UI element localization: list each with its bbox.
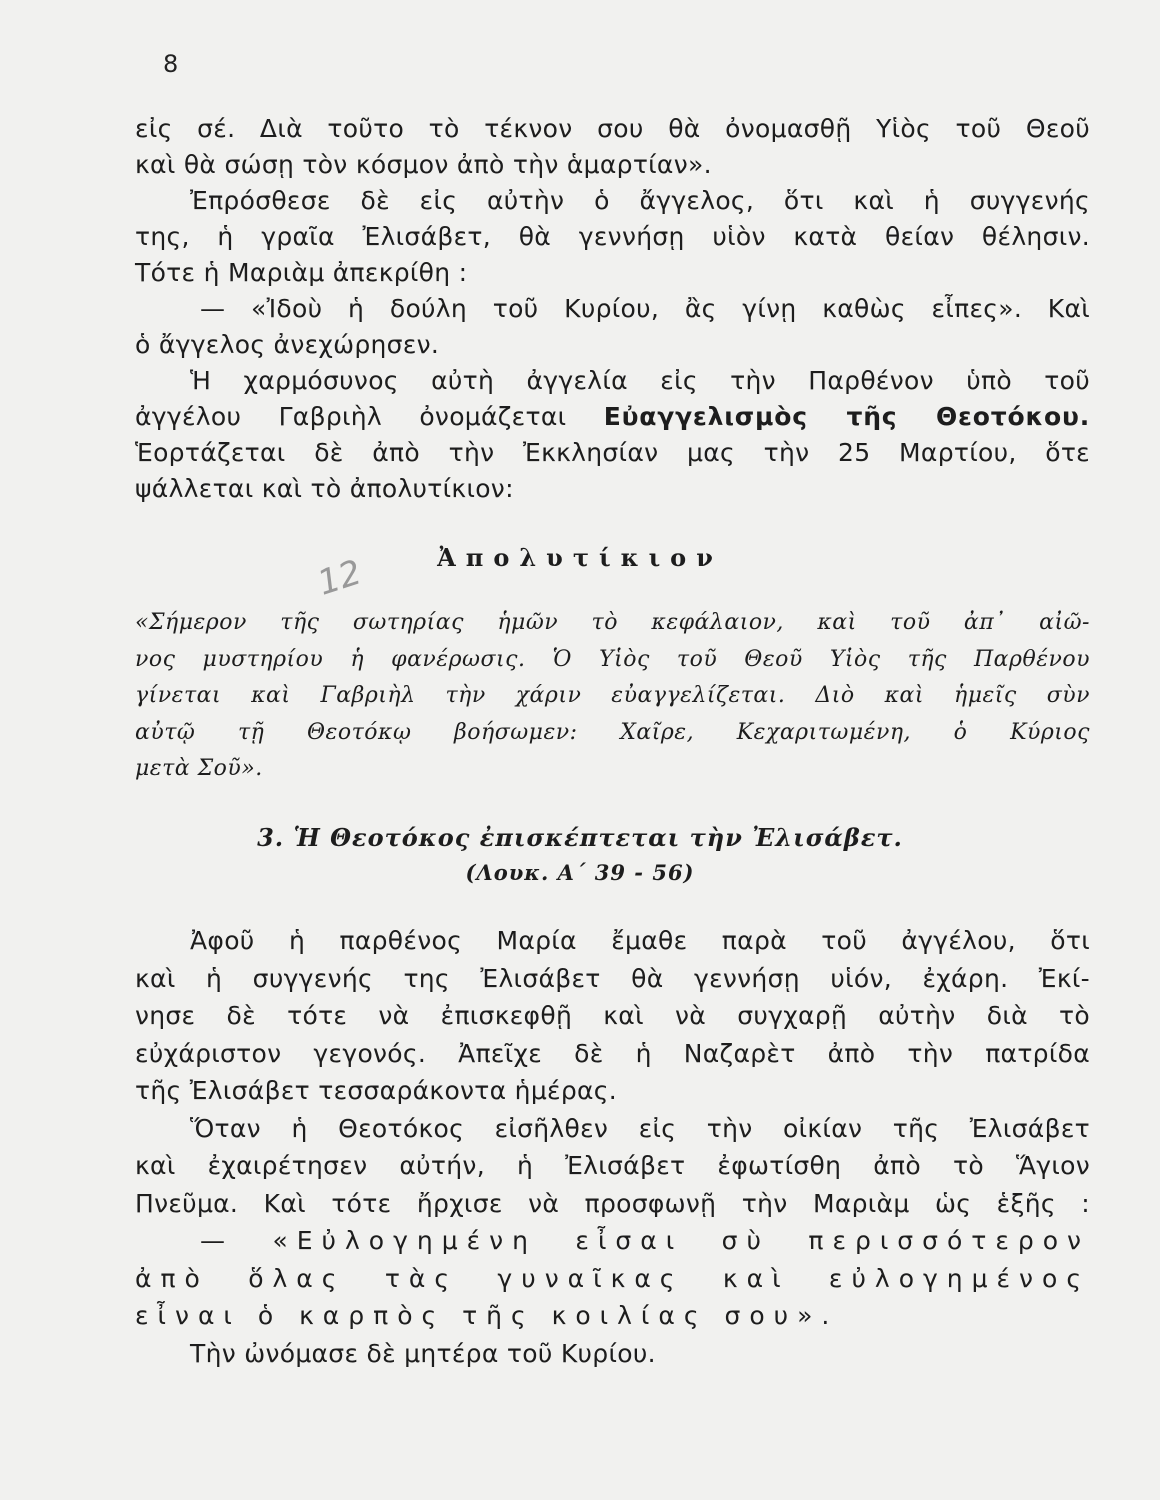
text-line: Ἡ χαρμόσυνος αὐτὴ ἀγγελία εἰς τὴν Παρθένον ὑπὸ τοῦ (190, 366, 1090, 395)
hymn-line: νος μυστηρίου ἡ φανέρωσις. Ὁ Υἱὸς τοῦ Θεοῦ Υἱὸς τῆς Παρθένου (135, 646, 1090, 672)
text-line: εἶναι ὁ καρπὸς τῆς κοιλίας σου». (135, 1301, 839, 1330)
text-line: εἰς σέ. Διὰ τοῦτο τὸ τέκνον σου θὰ ὀνομασθῇ Υἱὸς τοῦ Θεοῦ (135, 114, 1090, 143)
text-line (135, 399, 1090, 435)
text-segment: ἀγγέλου Γαβριὴλ ὀνομάζεται (135, 402, 567, 431)
page-number: 8 (163, 50, 179, 78)
section-reference: (Λουκ. Α΄ 39 - 56) (465, 860, 695, 885)
text-line: Ἀφοῦ ἡ παρθένος Μαρία ἔμαθε παρὰ τοῦ ἀγγέλου, ὅτι (190, 926, 1090, 955)
text-line: Πνεῦμα. Καὶ τότε ἤρχισε νὰ προσφωνῇ τὴν Μαριὰμ ὡς ἑξῆς : (135, 1188, 1090, 1218)
hymn-line: αὐτῷ τῇ Θεοτόκῳ βοήσωμεν: Χαῖρε, Κεχαριτωμένη, ὁ Κύριος (135, 719, 1090, 745)
text-line: ὁ ἄγγελος ἀνεχώρησεν. (135, 330, 440, 359)
text-line: Ἑορτάζεται δὲ ἀπὸ τὴν Ἐκκλησίαν μας τὴν 25 Μαρτίου, ὅτε (135, 438, 1090, 467)
hymn-title: Ἀπολυτίκιον (437, 543, 723, 572)
handwritten-annotation: 12 (312, 552, 367, 604)
text-line: Τὴν ὠνόμασε δὲ μητέρα τοῦ Κυρίου. (190, 1338, 656, 1368)
hymn-text (135, 605, 1090, 788)
text-line: Ἐπρόσθεσε δὲ εἰς αὐτὴν ὁ ἄγγελος, ὅτι καὶ ἡ συγγενής (190, 186, 1090, 215)
hymn-line: μετὰ Σοῦ». (135, 756, 263, 781)
text-line: Ὅταν ἡ Θεοτόκος εἰσῆλθεν εἰς τὴν οἰκίαν τῆς Ἐλισάβετ (190, 1113, 1090, 1143)
text-line: καὶ ἐχαιρέτησεν αὐτήν, ἡ Ἐλισάβετ ἐφωτίσθη ἀπὸ τὸ Ἅγιον (135, 1151, 1090, 1180)
text-line: καὶ ἡ συγγενής της Ἐλισάβετ θὰ γεννήσῃ υἱόν, ἐχάρη. Ἐκί- (135, 963, 1090, 993)
feast-name: Εὐαγγελισμὸς τῆς Θεοτόκου. (603, 402, 1090, 431)
paragraph-visitation (135, 922, 1090, 1372)
hymn-line: «Σήμερον τῆς σωτηρίας ἡμῶν τὸ κεφάλαιον, καὶ τοῦ ἀπ᾿ αἰῶ- (135, 610, 1090, 635)
section-title: 3. Ἡ Θεοτόκος ἐπισκέπτεται τὴν Ἐλισάβετ. (257, 823, 903, 852)
text-line: εὐχάριστον γεγονός. Ἀπεῖχε δὲ ἡ Ναζαρὲτ ἀπὸ τὴν πατρίδα (135, 1038, 1090, 1068)
text-line: ψάλλεται καὶ τὸ ἀπολυτίκιον: (135, 474, 514, 503)
text-line: ἀπὸ ὅλας τὰς γυναῖκας καὶ εὐλογημένος (135, 1263, 1090, 1293)
text-line: καὶ θὰ σώσῃ τὸν κόσμον ἀπὸ τὴν ἁμαρτίαν». (135, 150, 712, 179)
text-line: τῆς Ἐλισάβετ τεσσαράκοντα ἡμέρας. (135, 1076, 618, 1105)
text-line: της, ἡ γραῖα Ἐλισάβετ, θὰ γεννήσῃ υἱὸν κατὰ θείαν θέλησιν. (135, 222, 1090, 251)
text-line: Τότε ἡ Μαριὰμ ἀπεκρίθη : (135, 258, 468, 287)
text-line: — «Ἰδοὺ ἡ δούλη τοῦ Κυρίου, ἂς γίνῃ καθὼς εἶπες». Καὶ (200, 294, 1090, 323)
text-line: — «Εὐλογημένη εἶσαι σὺ περισσότερον (200, 1226, 1090, 1255)
paragraph-annunciation (135, 111, 1090, 507)
text-line: νησε δὲ τότε νὰ ἐπισκεφθῇ καὶ νὰ συγχαρῇ αὐτὴν διὰ τὸ (135, 1001, 1090, 1030)
hymn-line: γίνεται καὶ Γαβριὴλ τὴν χάριν εὐαγγελίζεται. Διὸ καὶ ἡμεῖς σὺν (135, 683, 1090, 708)
